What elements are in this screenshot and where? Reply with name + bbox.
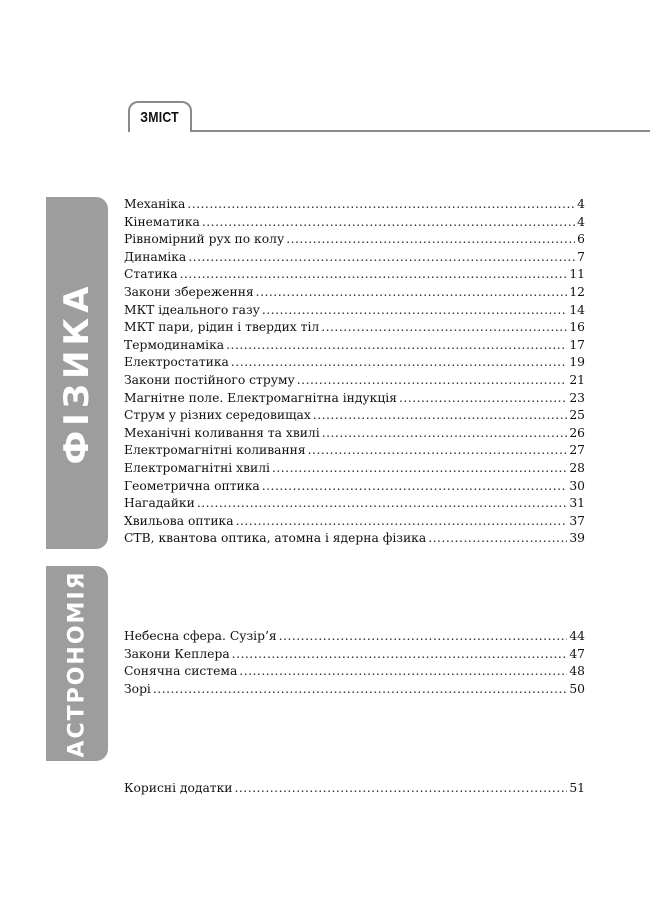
toc-entry-title: Сонячна система bbox=[124, 664, 238, 679]
toc-entry[interactable] bbox=[124, 231, 585, 249]
toc-entry-title: Рівномірний рух по колу bbox=[124, 232, 285, 247]
toc-entry[interactable] bbox=[124, 337, 585, 355]
toc-dot-leader bbox=[308, 442, 568, 460]
toc-dot-leader bbox=[297, 372, 568, 390]
toc-entry-title: Зорі bbox=[124, 681, 151, 696]
toc-dot-leader bbox=[232, 646, 568, 664]
toc-entry[interactable] bbox=[124, 425, 585, 443]
toc-dot-leader bbox=[286, 231, 575, 249]
toc-entry[interactable] bbox=[124, 372, 585, 390]
toc-entry-page: 39 bbox=[569, 531, 585, 546]
toc-entry[interactable] bbox=[124, 681, 585, 699]
toc-entry-title: Хвильова оптика bbox=[124, 513, 234, 528]
toc-entry-page: 51 bbox=[569, 781, 585, 795]
toc-entry[interactable] bbox=[124, 302, 585, 320]
toc-entry-page: 27 bbox=[569, 443, 585, 458]
toc-entry[interactable] bbox=[124, 530, 585, 548]
contents-heading-tab bbox=[128, 101, 192, 132]
toc-entry[interactable] bbox=[124, 460, 585, 478]
toc-dot-leader bbox=[202, 214, 575, 232]
toc-dot-leader bbox=[256, 284, 568, 302]
toc-entry-page: 14 bbox=[569, 302, 585, 317]
toc-entry-title: Корисні додатки bbox=[124, 781, 233, 795]
toc-dot-leader bbox=[321, 319, 567, 337]
toc-dot-leader bbox=[197, 495, 568, 513]
toc-entry-title: Закони постійного струму bbox=[124, 372, 295, 387]
toc-entry-title: Електромагнітні хвилі bbox=[124, 460, 270, 475]
toc-entry[interactable] bbox=[124, 495, 585, 513]
physics-section-label: ФІЗИКА bbox=[57, 281, 97, 465]
toc-entry-page: 23 bbox=[569, 390, 585, 405]
toc-dot-leader bbox=[322, 425, 568, 443]
toc-entry-page: 4 bbox=[577, 197, 585, 211]
toc-entry[interactable] bbox=[124, 513, 585, 531]
toc-entry[interactable] bbox=[124, 196, 585, 214]
toc-entry-page: 47 bbox=[569, 646, 585, 661]
toc-entry-title: Кінематика bbox=[124, 214, 200, 229]
toc-dot-leader bbox=[262, 302, 567, 320]
toc-entry-page: 21 bbox=[569, 372, 585, 387]
toc-entry-title: Механіка bbox=[124, 197, 186, 211]
toc-entry[interactable] bbox=[124, 780, 585, 798]
toc-entry-title: Термодинаміка bbox=[124, 337, 225, 352]
toc-entry-title: Закони Кеплера bbox=[124, 646, 230, 661]
toc-entry-title: Механічні коливання та хвилі bbox=[124, 425, 320, 440]
toc-entry-page: 19 bbox=[569, 355, 585, 370]
toc-entry[interactable] bbox=[124, 319, 585, 337]
toc-entry[interactable] bbox=[124, 442, 585, 460]
toc-dot-leader bbox=[399, 390, 567, 408]
toc-dot-leader bbox=[180, 266, 568, 284]
astronomy-toc-list bbox=[124, 628, 585, 698]
toc-entry-page: 4 bbox=[577, 214, 585, 229]
toc-dot-leader bbox=[231, 354, 567, 372]
toc-entry-title: СТВ, квантова оптика, атомна і ядерна фізика bbox=[124, 531, 427, 546]
appendix-toc-list bbox=[124, 780, 585, 798]
toc-entry-title: Струм у різних середовищах bbox=[124, 408, 311, 423]
physics-toc-list bbox=[124, 196, 585, 548]
toc-entry-page: 7 bbox=[577, 249, 585, 264]
toc-entry-page: 25 bbox=[569, 408, 585, 423]
physics-section-tab bbox=[46, 197, 108, 549]
toc-entry-page: 16 bbox=[569, 320, 585, 335]
toc-dot-leader bbox=[236, 513, 568, 531]
toc-entry-page: 17 bbox=[569, 337, 585, 352]
toc-entry-title: МКТ пари, рідин і твердих тіл bbox=[124, 320, 320, 335]
contents-heading: ЗМІСТ bbox=[140, 109, 180, 126]
toc-entry-title: Магнітне поле. Електромагнітна індукція bbox=[124, 390, 397, 405]
header-rule bbox=[128, 130, 650, 132]
toc-entry-title: Електромагнітні коливання bbox=[124, 443, 306, 458]
toc-entry[interactable] bbox=[124, 646, 585, 664]
toc-entry[interactable] bbox=[124, 407, 585, 425]
toc-dot-leader bbox=[272, 460, 567, 478]
toc-dot-leader bbox=[428, 530, 567, 548]
toc-entry-page: 48 bbox=[569, 664, 585, 679]
astronomy-section-label: АСТРОНОМІЯ bbox=[64, 569, 90, 758]
toc-entry-page: 26 bbox=[569, 425, 585, 440]
toc-entry-page: 30 bbox=[569, 478, 585, 493]
toc-dot-leader bbox=[187, 196, 575, 214]
toc-entry-title: Геометрична оптика bbox=[124, 478, 260, 493]
toc-entry-page: 37 bbox=[569, 513, 585, 528]
toc-entry-title: Нагадайки bbox=[124, 496, 195, 511]
toc-entry[interactable] bbox=[124, 478, 585, 496]
toc-entry-title: Електростатика bbox=[124, 355, 229, 370]
toc-dot-leader bbox=[153, 681, 567, 699]
toc-entry-page: 31 bbox=[569, 496, 585, 511]
toc-entry[interactable] bbox=[124, 249, 585, 267]
toc-entry[interactable] bbox=[124, 663, 585, 681]
toc-entry[interactable] bbox=[124, 354, 585, 372]
toc-dot-leader bbox=[262, 478, 568, 496]
toc-dot-leader bbox=[313, 407, 568, 425]
toc-dot-leader bbox=[279, 628, 568, 646]
toc-entry[interactable] bbox=[124, 390, 585, 408]
toc-entry-title: Динаміка bbox=[124, 249, 187, 264]
toc-entry-page: 44 bbox=[569, 629, 585, 643]
toc-entry-page: 6 bbox=[577, 232, 585, 247]
toc-dot-leader bbox=[226, 337, 567, 355]
toc-entry-title: Статика bbox=[124, 267, 178, 282]
toc-entry-page: 12 bbox=[569, 284, 585, 299]
toc-dot-leader bbox=[188, 249, 575, 267]
toc-entry[interactable] bbox=[124, 284, 585, 302]
toc-dot-leader bbox=[234, 780, 567, 798]
toc-entry-page: 50 bbox=[569, 681, 585, 696]
astronomy-section-tab bbox=[46, 566, 108, 761]
toc-dot-leader bbox=[239, 663, 567, 681]
toc-entry-title: Закони збереження bbox=[124, 284, 254, 299]
toc-entry-title: МКТ ідеального газу bbox=[124, 302, 260, 317]
toc-entry-page: 11 bbox=[569, 267, 585, 282]
toc-entry-page: 28 bbox=[569, 460, 585, 475]
toc-entry[interactable] bbox=[124, 214, 585, 232]
toc-entry[interactable] bbox=[124, 628, 585, 646]
toc-entry-title: Небесна сфера. Сузір’я bbox=[124, 629, 277, 643]
toc-entry[interactable] bbox=[124, 266, 585, 284]
